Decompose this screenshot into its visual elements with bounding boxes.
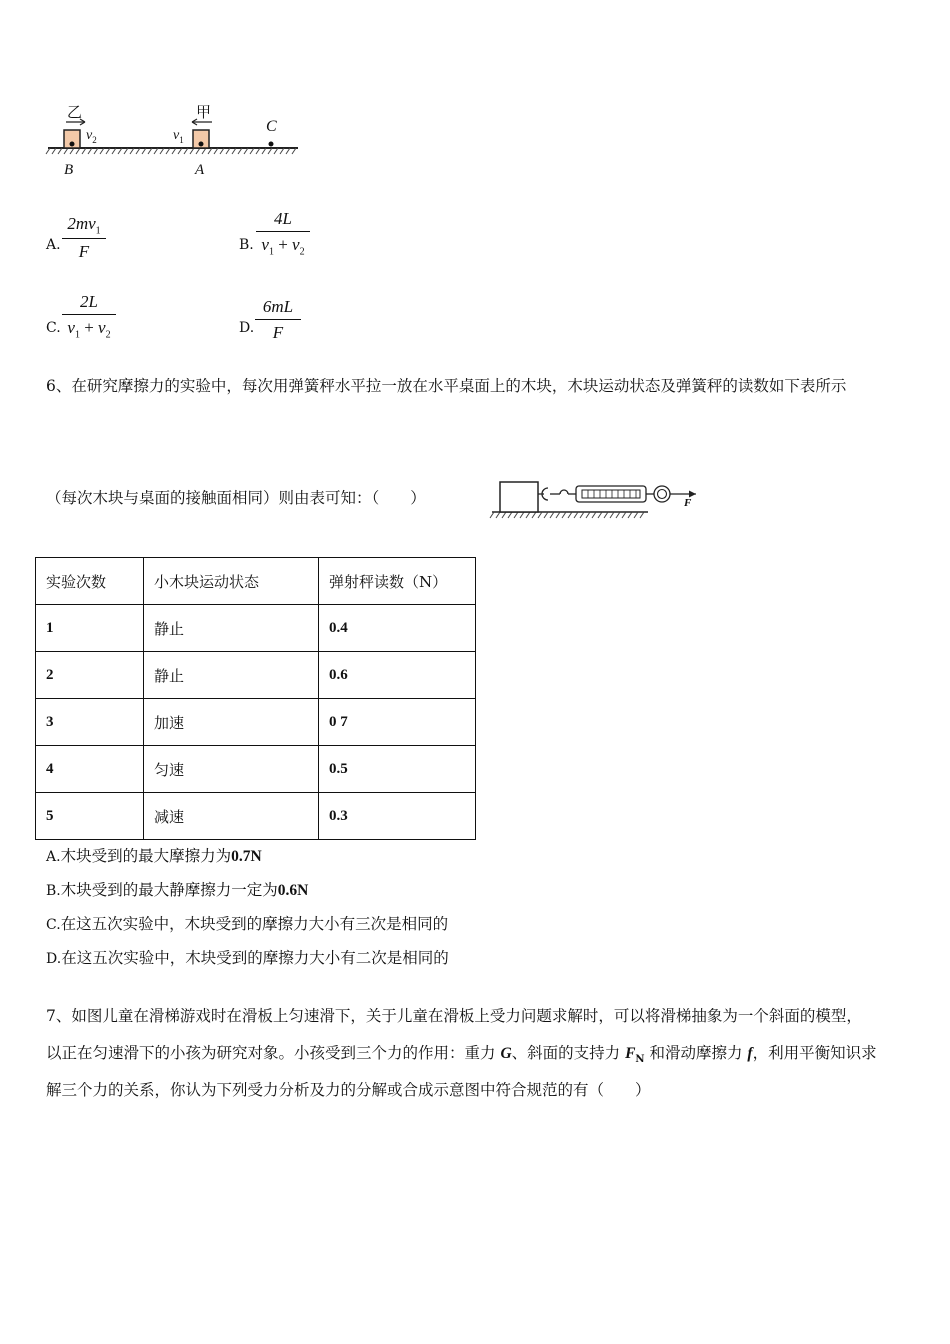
table-cell: 加速	[144, 699, 319, 746]
table-header-row	[36, 558, 476, 605]
q6-option-c: C.在这五次实验中，木块受到的摩擦力大小有三次是相同的	[46, 915, 449, 933]
option-a-fraction: $2mv_1$ F	[62, 214, 106, 262]
table-row	[36, 746, 476, 793]
table-cell: 0 7	[319, 699, 476, 746]
table-header-cell: 弹射秤读数（N）	[319, 558, 476, 605]
table-row	[36, 652, 476, 699]
table-cell: 2	[36, 652, 144, 699]
table-cell: 1	[36, 605, 144, 652]
q7-line1: 7、如图儿童在滑梯游戏时在滑板上匀速滑下，关于儿童在滑板上受力问题求解时，可以将滑梯抽象为一个斜面的模型，	[46, 1007, 862, 1025]
option-c-fraction: 2L $v_1 + v_2$	[62, 292, 116, 340]
table-header-cell: 小木块运动状态	[144, 558, 319, 605]
table-cell: 减速	[144, 793, 319, 840]
table-cell: 5	[36, 793, 144, 840]
option-a-letter: A.	[46, 237, 61, 253]
label-c: C	[266, 118, 277, 135]
option-b-letter: B.	[239, 237, 254, 253]
q7-line3: 解三个力的关系，你认为下列受力分析及力的分解或合成示意图中符合规范的有（ ）	[46, 1081, 651, 1099]
option-c-letter: C.	[46, 320, 61, 336]
q6-stem-line2: （每次木块与桌面的接触面相同）则由表可知：（ ）	[46, 489, 426, 507]
spring-scale-diagram	[488, 474, 708, 524]
q6-option-a: A.木块受到的最大摩擦力为0.7N	[46, 847, 262, 865]
table-header-cell: 实验次数	[36, 558, 144, 605]
table-cell: 0.6	[319, 652, 476, 699]
table-cell: 匀速	[144, 746, 319, 793]
table-cell: 静止	[144, 652, 319, 699]
table-cell: 静止	[144, 605, 319, 652]
table-cell: 3	[36, 699, 144, 746]
label-v2: $v_2$	[86, 128, 97, 145]
label-yi: 乙	[67, 103, 83, 121]
label-v1: $v_1$	[173, 128, 184, 145]
experiment-table	[35, 557, 476, 840]
q6-option-b: B.木块受到的最大静摩擦力一定为0.6N	[46, 881, 309, 899]
force-label-f: F	[684, 497, 692, 509]
table-row	[36, 605, 476, 652]
label-a: A	[195, 162, 205, 178]
table-cell: 4	[36, 746, 144, 793]
label-jia: 甲	[196, 103, 212, 121]
q6-stem-line1: 6、在研究摩擦力的实验中，每次用弹簧秤水平拉一放在水平桌面上的木块，木块运动状态及弹簧秤的读数如下表所示	[46, 377, 847, 395]
option-b-fraction: 4L $v_1 + v_2$	[256, 209, 310, 257]
q7-line2: 以正在匀速滑下的小孩为研究对象。小孩受到三个力的作用：重力 G、斜面的支持力 $F_N$ 和滑动摩擦力 f，利用平衡知识求	[46, 1044, 877, 1066]
point-c	[269, 142, 274, 147]
table-cell: 0.5	[319, 746, 476, 793]
q6-option-d: D.在这五次实验中，木块受到的摩擦力大小有二次是相同的	[46, 949, 449, 967]
table-cell: 0.3	[319, 793, 476, 840]
table-row	[36, 793, 476, 840]
option-d-fraction: 6mL F	[255, 297, 301, 343]
option-d-letter: D.	[239, 320, 255, 336]
table-row	[36, 699, 476, 746]
table-cell: 0.4	[319, 605, 476, 652]
label-b: B	[64, 162, 74, 178]
